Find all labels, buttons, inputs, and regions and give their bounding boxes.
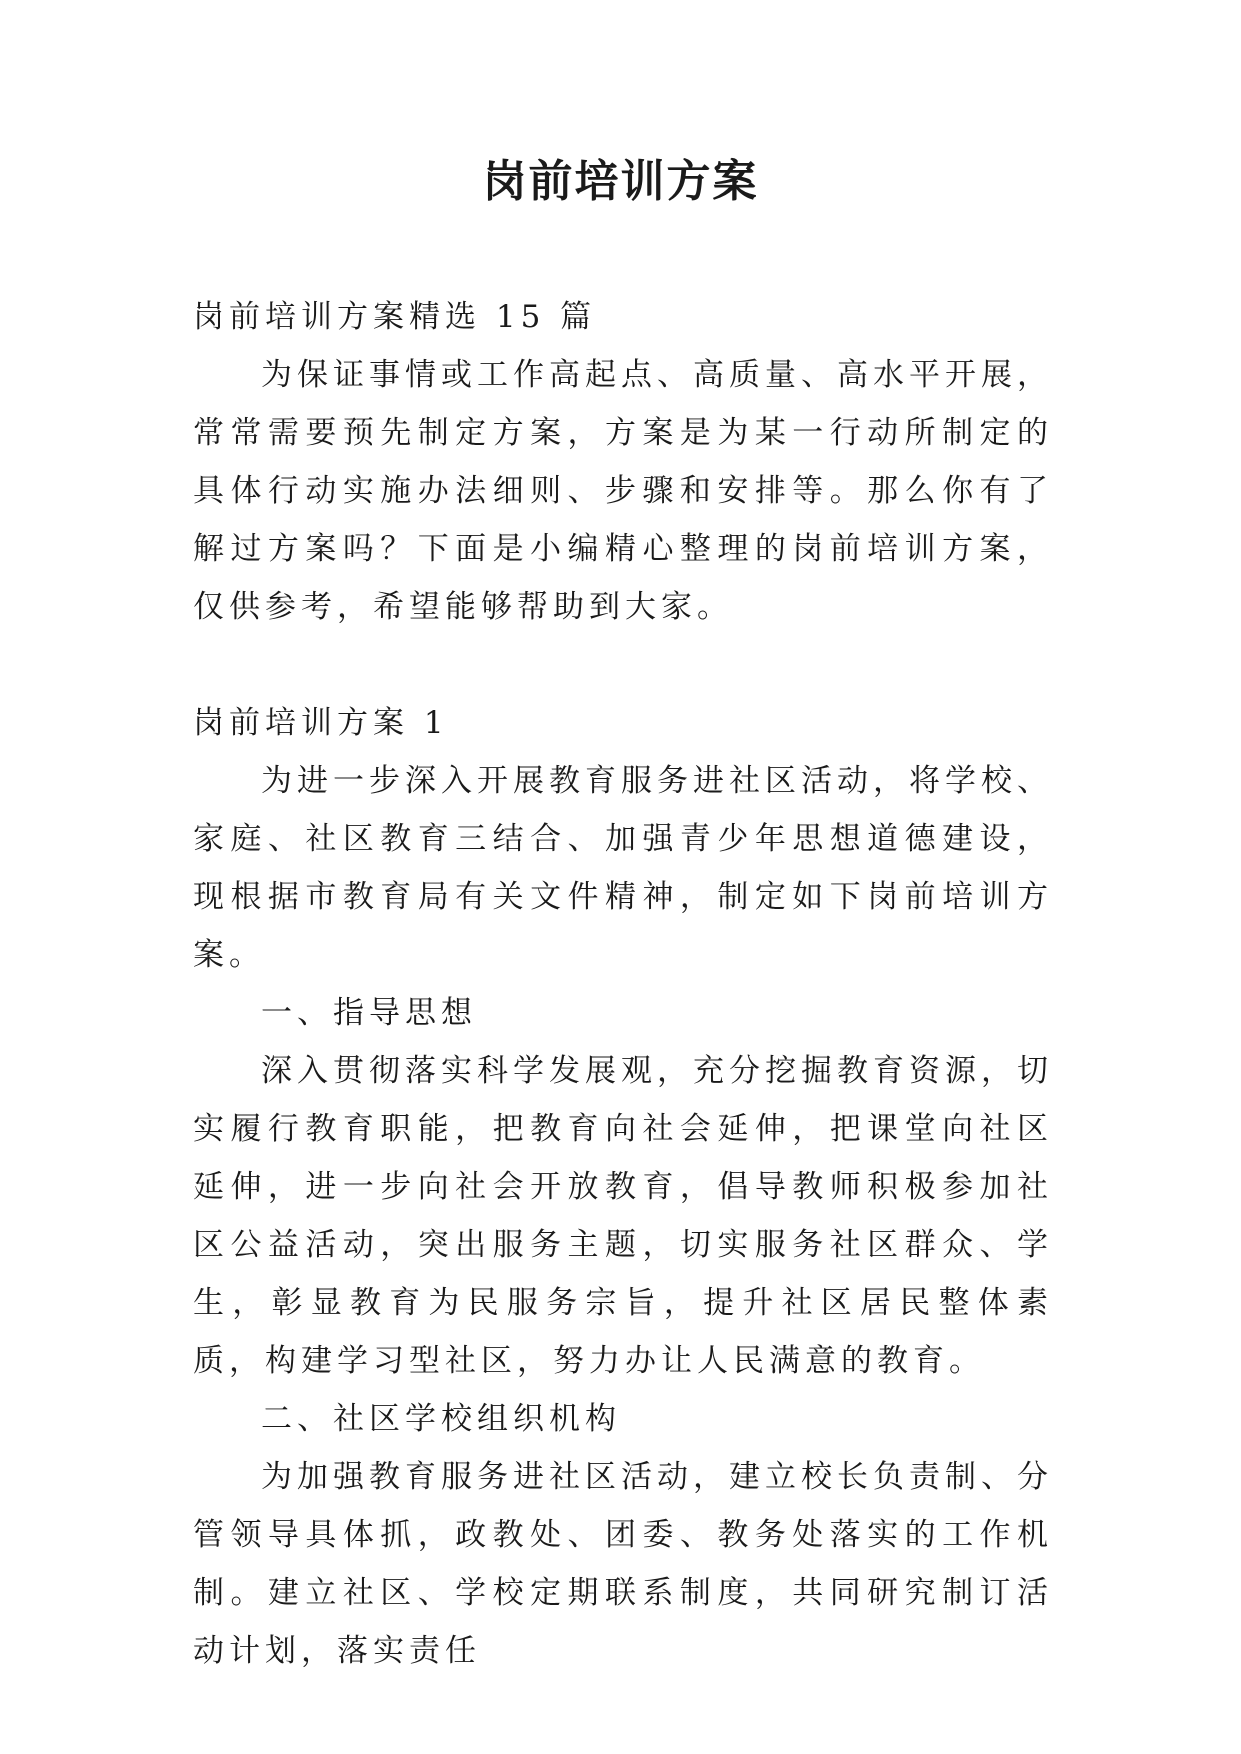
part1-heading: 一、指导思想 [261, 995, 477, 1031]
part2-paragraph: 为加强教育服务进社区活动，建立校长负责制、分管领导具体抓，政教处、团委、教务处落实的工作机制。建立社区、学校定期联系制度，共同研究制订活动计划，落实责任 [193, 1459, 1053, 1669]
part1-paragraph: 深入贯彻落实科学发展观，充分挖掘教育资源，切实履行教育职能，把教育向社会延伸，把课堂向社区延伸，进一步向社会开放教育，倡导教师积极参加社区公益活动，突出服务主题，切实服务社区群众、学生，彰显教育为民服务宗旨，提升社区居民整体素质，构建学习型社区，努力办让人民满意的教育。 [193, 1053, 1053, 1379]
intro-paragraph: 为保证事情或工作高起点、高质量、高水平开展，常常需要预先制定方案，方案是为某一行动所制定的具体行动实施办法细则、步骤和安排等。那么你有了解过方案吗？下面是小编精心整理的岗前培训方案，仅供参考，希望能够帮助到大家。 [193, 357, 1053, 625]
section1-heading: 岗前培训方案 1 [193, 705, 449, 741]
document-body [193, 288, 1053, 1680]
intro-heading: 岗前培训方案精选 15 篇 [193, 299, 597, 335]
section-spacer [193, 636, 1053, 694]
document-title: 岗前培训方案 [482, 156, 759, 207]
section1-paragraph: 为进一步深入开展教育服务进社区活动，将学校、家庭、社区教育三结合、加强青少年思想道德建设，现根据市教育局有关文件精神，制定如下岗前培训方案。 [193, 763, 1053, 973]
part2-heading: 二、社区学校组织机构 [261, 1401, 621, 1437]
